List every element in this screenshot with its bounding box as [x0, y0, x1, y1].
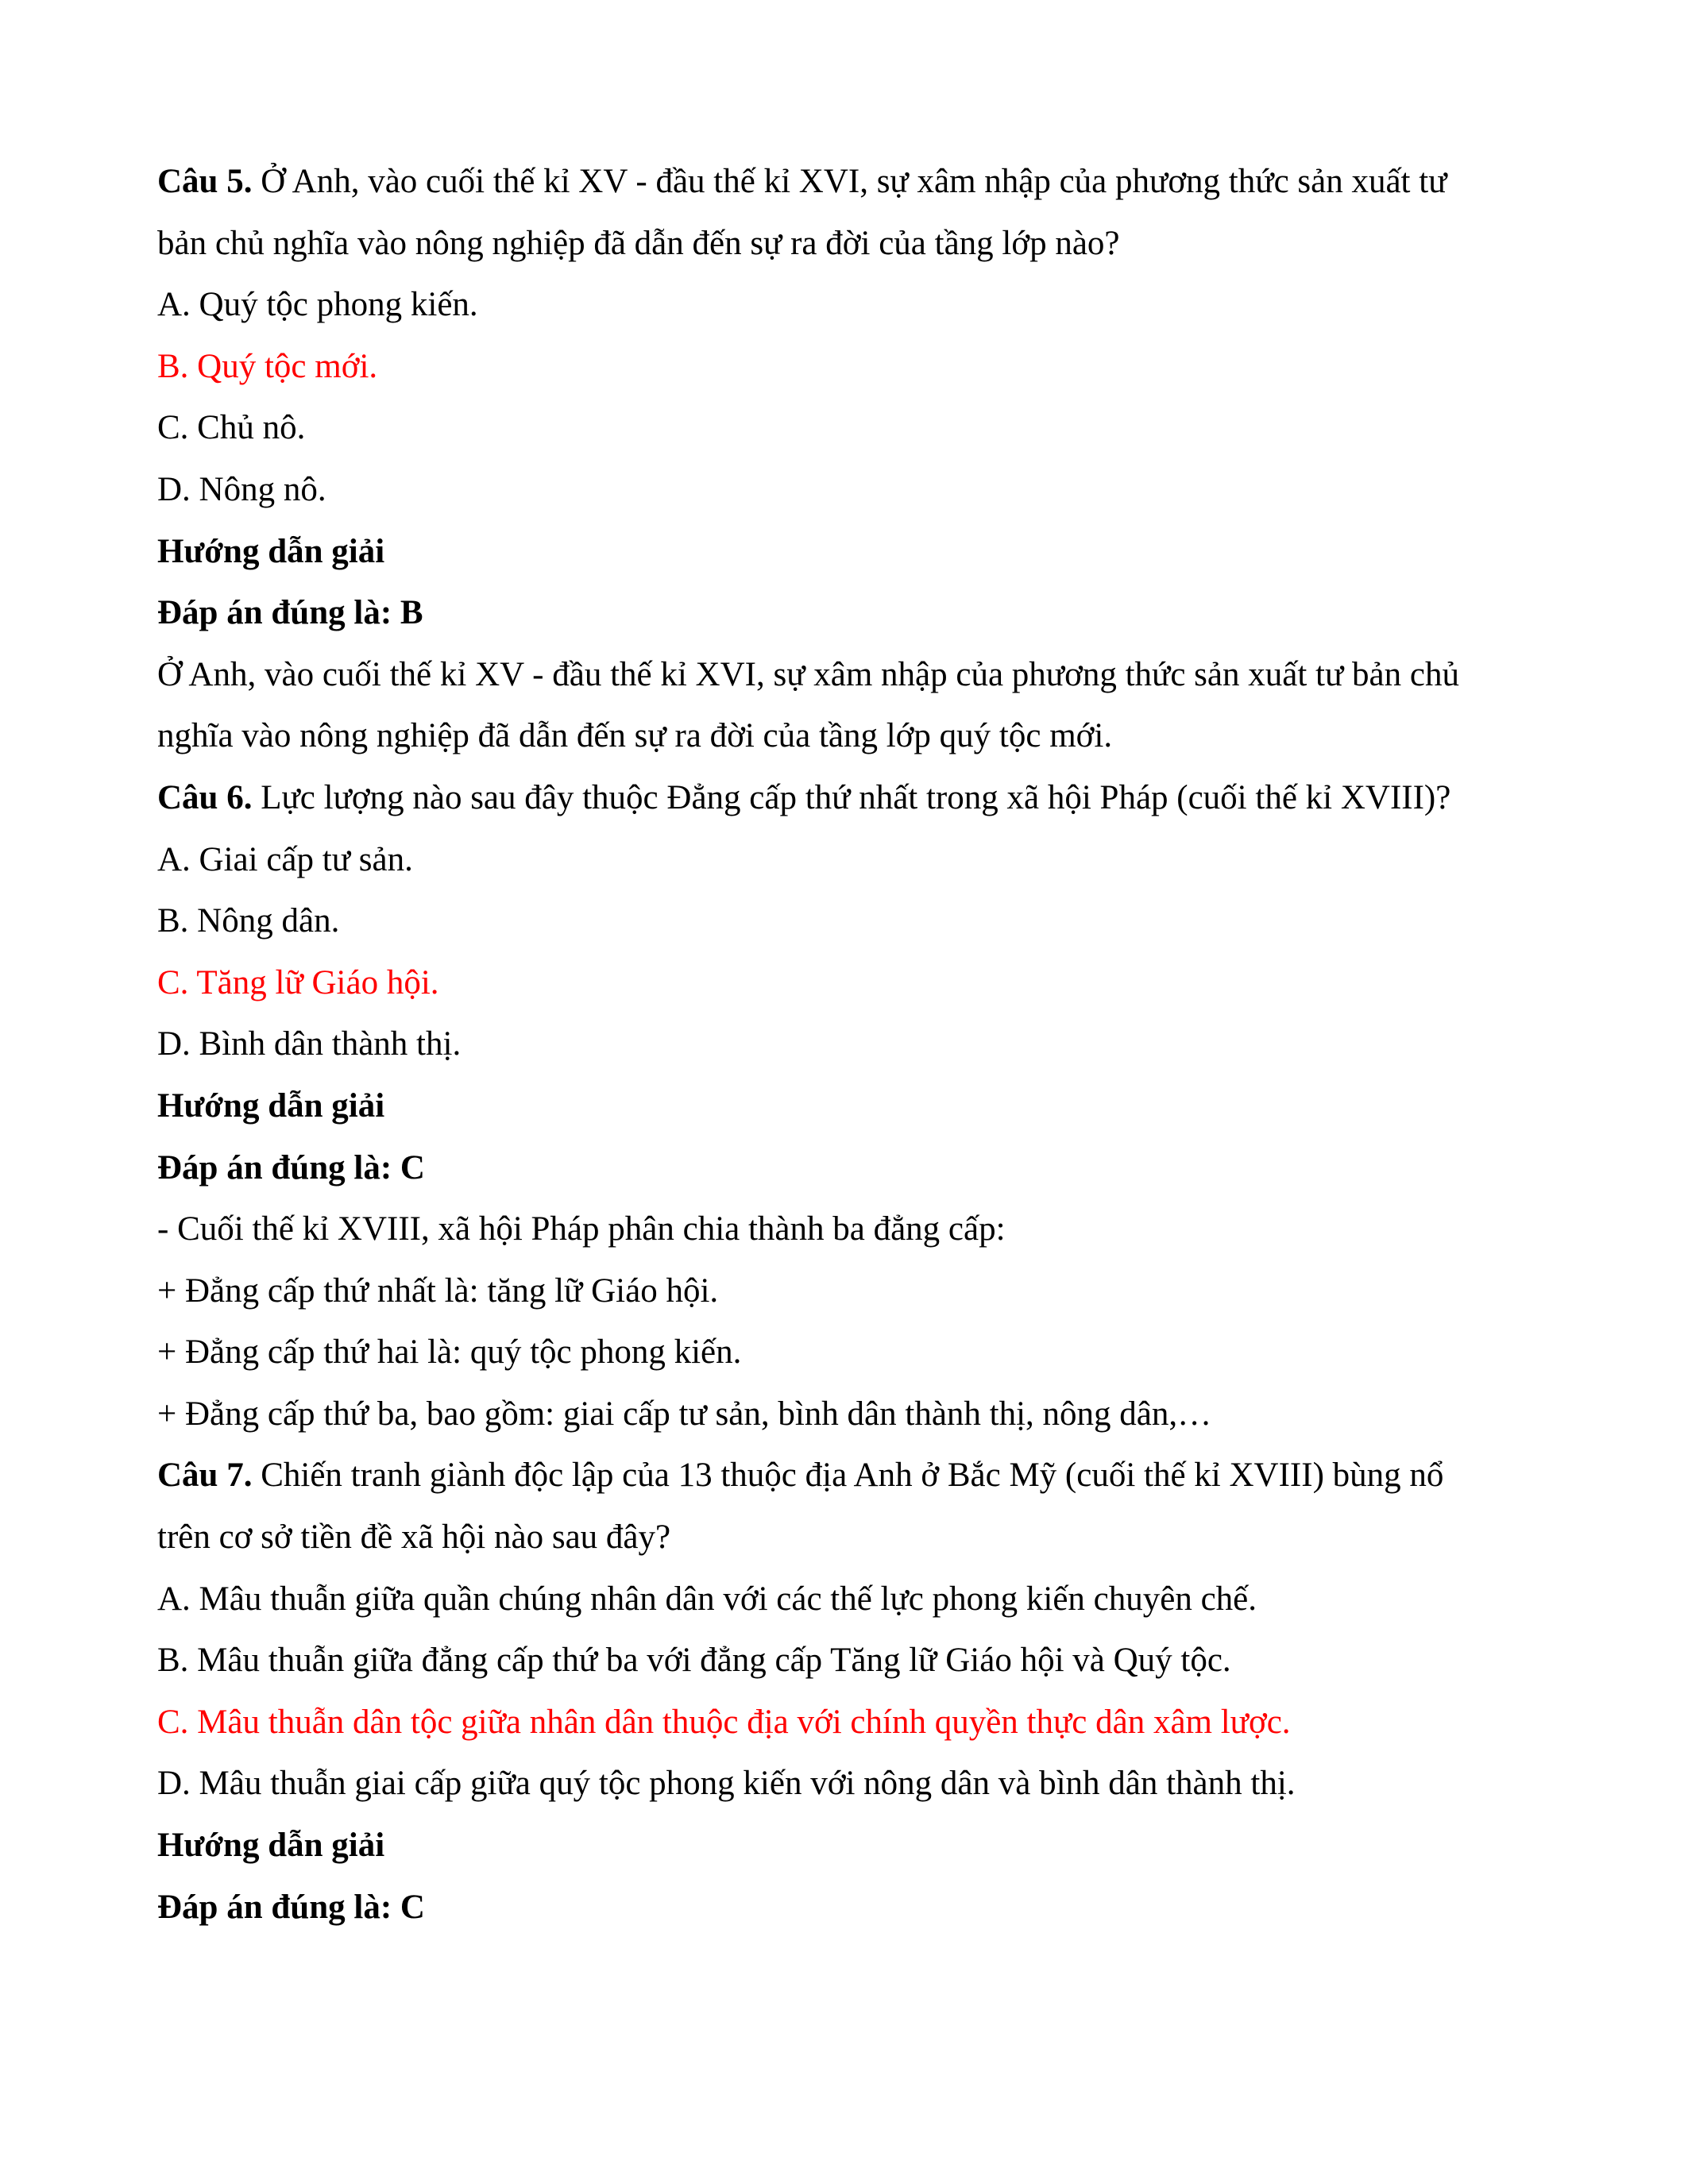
- question-7-answer: Đáp án đúng là: C: [157, 1888, 425, 1926]
- question-7-line-1: [157, 1445, 1532, 1507]
- question-6-line-1: [157, 767, 1532, 829]
- question-7-option-b: B. Mâu thuẫn giữa đẳng cấp thứ ba với đẳng cấp Tăng lữ Giáo hội và Quý tộc.: [157, 1642, 1231, 1680]
- question-5-answer: Đáp án đúng là: B: [157, 594, 423, 632]
- question-6-explanation-2: + Đẳng cấp thứ nhất là: tăng lữ Giáo hội.: [157, 1271, 719, 1310]
- question-7-line-2: trên cơ sở tiền đề xã hội nào sau đây?: [157, 1518, 671, 1557]
- question-6-guide-heading: Hướng dẫn giải: [157, 1086, 385, 1125]
- question-5-text-1: Ở Anh, vào cuối thế kỉ XV - đầu thế kỉ XVI, sự xâm nhập của phương thức sản xuất tư: [252, 163, 1447, 200]
- question-5-guide-heading: Hướng dẫn giải: [157, 532, 385, 570]
- question-6-answer: Đáp án đúng là: C: [157, 1148, 425, 1187]
- question-7-option-d: D. Mâu thuẫn giai cấp giữa quý tộc phong kiến với nông dân và bình dân thành thị.: [157, 1765, 1296, 1803]
- question-6-explanation-3: + Đẳng cấp thứ hai là: quý tộc phong kiến.: [157, 1333, 742, 1372]
- question-6-option-b: B. Nông dân.: [157, 902, 340, 940]
- question-6-text-1: Lực lượng nào sau đây thuộc Đẳng cấp thứ nhất trong xã hội Pháp (cuối thế kỉ XVIII)?: [252, 778, 1451, 816]
- question-6-option-d: D. Bình dân thành thị.: [157, 1025, 462, 1063]
- question-5-explanation-1: Ở Anh, vào cuối thế kỉ XV - đầu thế kỉ XVI, sự xâm nhập của phương thức sản xuất tư bản chủ: [157, 655, 1459, 693]
- question-5-explanation-2: nghĩa vào nông nghiệp đã dẫn đến sự ra đời của tầng lớp quý tộc mới.: [157, 717, 1113, 755]
- question-6-label: Câu 6.: [157, 778, 253, 816]
- question-5-option-d: D. Nông nô.: [157, 470, 326, 508]
- question-7-option-c-correct: C. Mâu thuẫn dân tộc giữa nhân dân thuộc địa với chính quyền thực dân xâm lược.: [157, 1703, 1291, 1741]
- question-7-guide-heading: Hướng dẫn giải: [157, 1827, 385, 1865]
- question-5-label: Câu 5.: [157, 163, 253, 200]
- question-7-text-1: Chiến tranh giành độc lập của 13 thuộc địa Anh ở Bắc Mỹ (cuối thế kỉ XVIII) bùng nổ: [252, 1457, 1444, 1495]
- question-7-option-a: A. Mâu thuẫn giữa quần chúng nhân dân với các thế lực phong kiến chuyên chế.: [157, 1580, 1257, 1618]
- question-7-label: Câu 7.: [157, 1457, 253, 1495]
- question-5-line-2: bản chủ nghĩa vào nông nghiệp đã dẫn đến sự ra đời của tầng lớp nào?: [157, 224, 1120, 262]
- question-6-option-a: A. Giai cấp tư sản.: [157, 840, 413, 878]
- question-5-option-b-correct: B. Quý tộc mới.: [157, 347, 378, 385]
- question-5-option-a: A. Quý tộc phong kiến.: [157, 286, 478, 324]
- question-6-explanation-4: + Đẳng cấp thứ ba, bao gồm: giai cấp tư sản, bình dân thành thị, nông dân,…: [157, 1395, 1212, 1433]
- document-content: [157, 151, 1532, 1938]
- question-5-line-1: [157, 151, 1532, 213]
- question-6-explanation-1: - Cuối thế kỉ XVIII, xã hội Pháp phân chia thành ba đẳng cấp:: [157, 1210, 1006, 1248]
- question-5-option-c: C. Chủ nô.: [157, 409, 306, 447]
- question-6-option-c-correct: C. Tăng lữ Giáo hội.: [157, 963, 439, 1001]
